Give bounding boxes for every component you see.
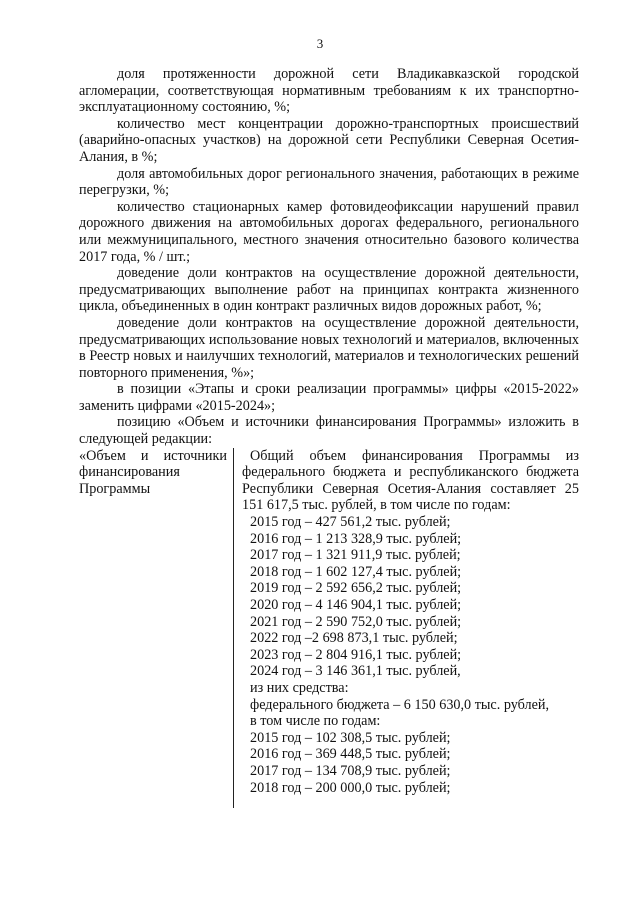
year-line: 2023 год – 2 804 916,1 тыс. рублей; bbox=[250, 646, 462, 663]
year-line: 2022 год –2 698 873,1 тыс. рублей; bbox=[250, 630, 458, 647]
federal-year-line: 2018 год – 200 000,0 тыс. рублей; bbox=[250, 779, 451, 796]
year-line: 2018 год – 1 602 127,4 тыс. рублей; bbox=[250, 563, 462, 580]
paragraph: доля автомобильных дорог регионального значения, работающих в режиме перегрузки, %; bbox=[79, 165, 579, 199]
document-body bbox=[79, 66, 579, 808]
year-line: 2015 год – 427 561,2 тыс. рублей; bbox=[250, 514, 451, 531]
financing-table bbox=[79, 448, 579, 808]
year-line: 2021 год – 2 590 752,0 тыс. рублей; bbox=[250, 613, 462, 630]
federal-years-heading: в том числе по годам: bbox=[250, 713, 381, 730]
page-number: 3 bbox=[316, 36, 324, 51]
financing-value bbox=[233, 448, 579, 808]
paragraph: доведение доли контрактов на осуществление дорожной деятельности, предусматривающих использование новых технологий и материалов, включенных в Реестр новых и наилучших технологий, материалов и технологических решений повторного применения, %»; bbox=[79, 314, 579, 381]
financing-label: «Объем и источники финансирования Программы bbox=[79, 447, 227, 497]
year-line: 2024 год – 3 146 361,1 тыс. рублей, bbox=[250, 663, 461, 680]
federal-year-line: 2016 год – 369 448,5 тыс. рублей; bbox=[250, 746, 451, 763]
year-line: 2017 год – 1 321 911,9 тыс. рублей; bbox=[250, 547, 461, 564]
year-line: 2020 год – 4 146 904,1 тыс. рублей; bbox=[250, 597, 462, 613]
year-line: 2019 год – 2 592 656,2 тыс. рублей; bbox=[250, 580, 462, 597]
federal-year-line: 2015 год – 102 308,5 тыс. рублей; bbox=[250, 729, 451, 746]
year-line: 2016 год – 1 213 328,9 тыс. рублей; bbox=[250, 530, 462, 547]
federal-year-line: 2017 год – 134 708,9 тыс. рублей; bbox=[250, 762, 451, 779]
federal-budget-line: федерального бюджета – 6 150 630,0 тыс. рублей, bbox=[250, 696, 550, 713]
sources-heading: из них средства: bbox=[250, 679, 349, 696]
paragraph: в позиции «Этапы и сроки реализации программы» цифры «2015-2022» заменить цифрами «2015-2024»; bbox=[79, 381, 579, 414]
paragraph: позицию «Объем и источники финансирования Программы» изложить в следующей редакции: bbox=[79, 414, 579, 448]
paragraph: количество мест концентрации дорожно-транспортных происшествий (аварийно-опасных участков) на дорожной сети Республики Северная Осетия-Алания, в %; bbox=[79, 115, 579, 165]
paragraph: доля протяженности дорожной сети Владикавказской городской агломерации, соответствующая нормативным требованиям к их транспортно-эксплуатационному состоянию, %; bbox=[79, 66, 579, 116]
financing-total: Общий объем финансирования Программы из федерального бюджета и республиканского бюджета Республики Северная Осетия-Алания составляет 25 151 617,5 тыс. рублей, в том числе по годам: bbox=[242, 447, 579, 514]
paragraph: доведение доли контрактов на осуществление дорожной деятельности, предусматривающих выполнение работ на принципах контракта жизненного цикла, объединенных в один контракт различных видов дорожных работ, %; bbox=[79, 265, 579, 315]
paragraph: количество стационарных камер фотовидеофиксации нарушений правил дорожного движения на автомобильных дорогах федерального, регионального или межмуниципального, местного значения относительно базового количества 2017 года, % / шт.; bbox=[79, 198, 579, 265]
